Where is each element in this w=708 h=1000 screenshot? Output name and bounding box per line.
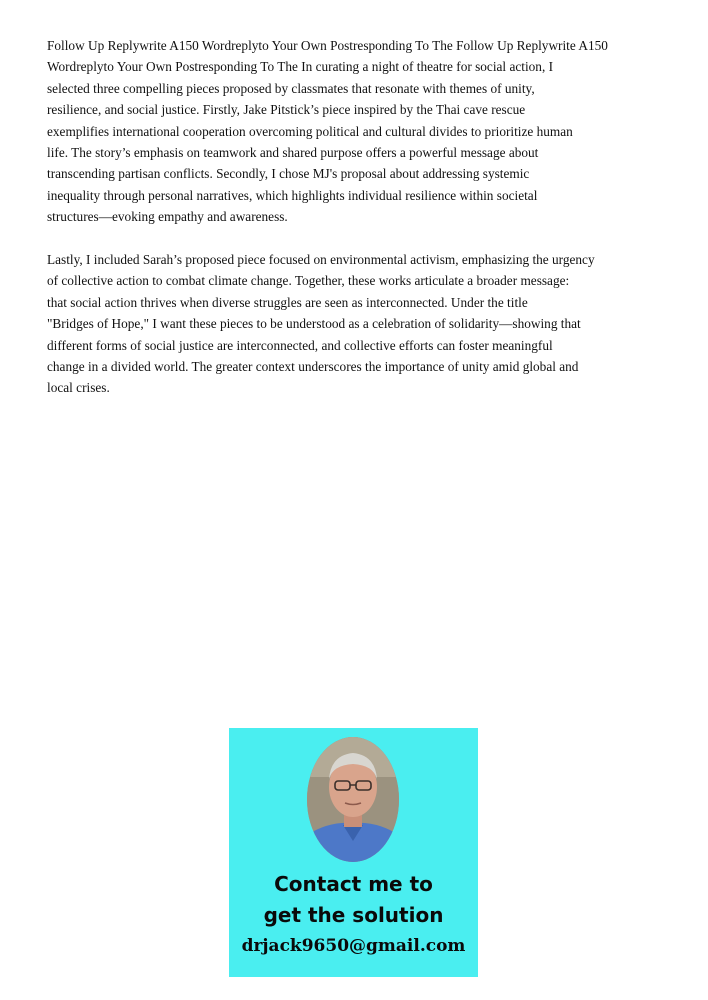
paragraph-spacer bbox=[47, 228, 677, 249]
contact-heading-line-1: Contact me to bbox=[274, 872, 433, 896]
contact-email[interactable]: drjack9650@gmail.com bbox=[241, 936, 466, 956]
text-line: that social action thrives when diverse struggles are seen as interconnected. Under the title bbox=[47, 294, 528, 310]
text-line: resilience, and social justice. Firstly, Jake Pitstick’s piece inspired by the Thai cave rescue bbox=[47, 102, 526, 118]
paragraph-1 bbox=[47, 35, 677, 228]
text-line: structures—evoking empathy and awareness. bbox=[47, 209, 288, 225]
text-line: "Bridges of Hope," I want these pieces to be understood as a celebration of solidarity—showing that bbox=[47, 316, 581, 332]
body-text bbox=[47, 35, 677, 399]
text-line: inequality through personal narratives, which highlights individual resilience within societal bbox=[47, 187, 538, 203]
contact-heading-line-2: get the solution bbox=[263, 903, 444, 927]
text-line: local crises. bbox=[47, 380, 110, 396]
text-line: Lastly, I included Sarah’s proposed piece focused on environmental activism, emphasizing the urgency bbox=[47, 252, 595, 268]
author-portrait bbox=[307, 737, 399, 862]
text-line: change in a divided world. The greater context underscores the importance of unity amid global and bbox=[47, 359, 579, 375]
contact-heading bbox=[229, 869, 478, 931]
text-line: life. The story’s emphasis on teamwork and shared purpose offers a powerful message about bbox=[47, 145, 539, 161]
text-line: different forms of social justice are interconnected, and collective efforts can foster meaningful bbox=[47, 337, 553, 353]
text-line: selected three compelling pieces proposed by classmates that resonate with themes of unity, bbox=[47, 80, 535, 96]
portrait-illustration bbox=[307, 737, 399, 862]
paragraph-2 bbox=[47, 249, 677, 399]
text-line: Follow Up Replywrite A150 Wordreplyto Your Own Postresponding To The Follow Up Replywrite A150 bbox=[47, 38, 608, 53]
text-line: exemplifies international cooperation overcoming political and cultural divides to prioritize human bbox=[47, 123, 573, 139]
contact-promo-banner[interactable] bbox=[229, 728, 478, 977]
text-line: of collective action to combat climate change. Together, these works articulate a broader message: bbox=[47, 273, 570, 289]
text-line: Wordreplyto Your Own Postresponding To The In curating a night of theatre for social action, I bbox=[47, 59, 554, 75]
text-line: transcending partisan conflicts. Secondly, I chose MJ's proposal about addressing systemic bbox=[47, 166, 530, 182]
